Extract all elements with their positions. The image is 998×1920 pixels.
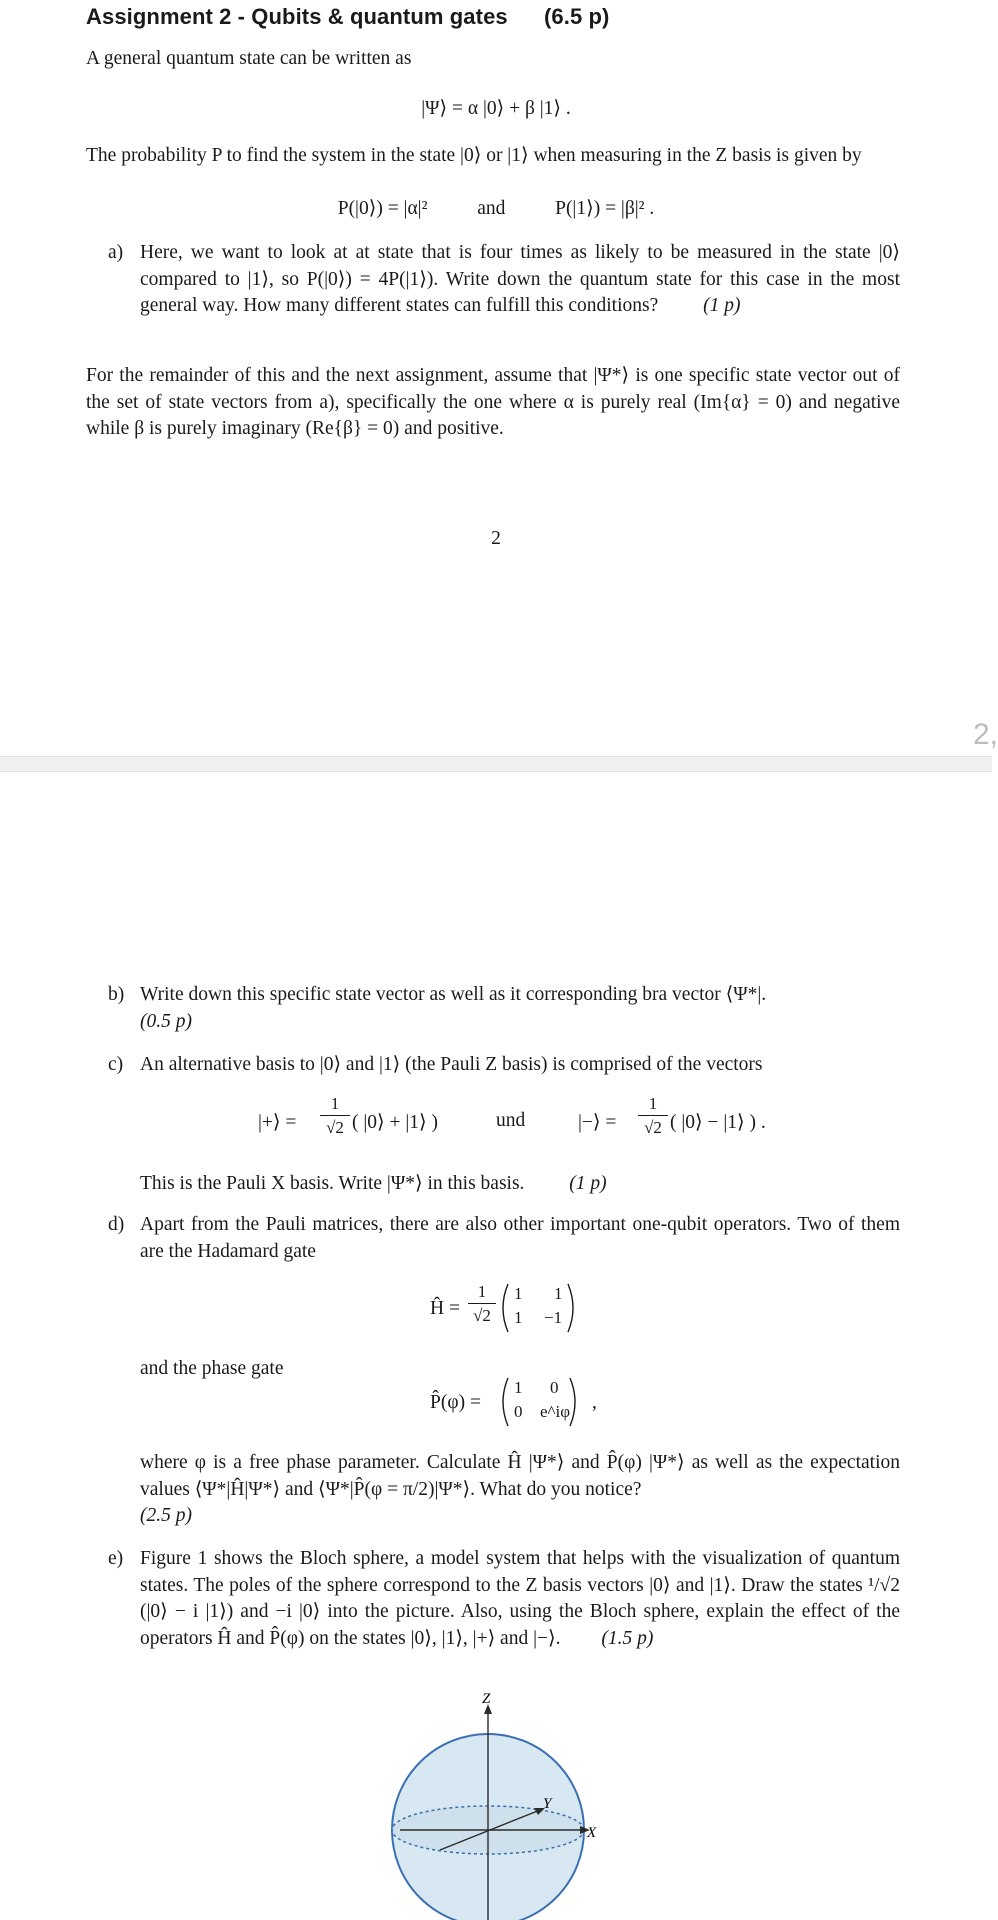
item-c-label: c) [108,1054,124,1075]
prob-left: P(|0⟩) = |α|² [337,198,428,219]
p-m21: 0 [514,1402,523,1421]
item-b-label: b) [108,984,125,1005]
item-d-after [140,1450,900,1530]
remainder-text: For the remainder of this and the next assignment, assume that |Ψ*⟩ is one specific state vector out of the set of state vectors from a), specifically the one where α is purely real (Im{α} = 0) and negative while β is purely imaginary (Re{β} = 0) and positive. [86,365,900,439]
h-m22: −1 [544,1308,563,1327]
item-a-label: a) [108,242,124,263]
p-m22: e^iφ [540,1402,571,1421]
h-frac-bar [468,1303,496,1304]
item-e [108,1546,900,1652]
item-e-points: (1.5 p) [601,1627,654,1649]
hadamard-lhs: Ĥ = [430,1298,460,1319]
item-e-text: Figure 1 shows the Bloch sphere, a model system that helps with the visualization of quantum states. The poles of the sphere correspond to the Z basis vectors |0⟩ and |1⟩. Draw the states ¹/√2 (|0⟩ − i |1⟩) and −i |0⟩ into the picture. Also, using the Bloch sphere, explain the effect of the operators Ĥ and P̂(φ) on the states |0⟩, |1⟩, |+⟩ and |−⟩. [140,1548,900,1649]
plus-frac-num: 1 [330,1094,340,1113]
next-page-number: 2, [972,718,998,751]
minus-lhs: |−⟩ = [578,1112,617,1133]
minus-frac-num: 1 [648,1094,658,1113]
z-label: Z [482,1691,491,1707]
item-c [108,1052,900,1079]
intro-text: A general quantum state can be written as [86,48,412,69]
plus-lhs: |+⟩ = [258,1112,297,1133]
prob-right: P(|1⟩) = |β|² . [555,198,655,219]
item-d-points: (2.5 p) [140,1505,192,1526]
item-e-label: e) [108,1548,124,1569]
phase-lhs: P̂(φ) = [430,1392,481,1413]
item-c-points: (1 p) [569,1173,607,1194]
basis-equations [258,1090,818,1150]
probability-text: The probability P to find the system in the state |0⟩ or |1⟩ when measuring in the Z basis is given by [86,145,862,166]
plus-rhs: ( |0⟩ + |1⟩ ) [352,1112,439,1133]
h-m21: 1 [514,1308,523,1327]
page-1 [0,0,998,756]
phase-intro: and the phase gate [140,1358,284,1379]
hadamard-parens [498,1280,578,1336]
prob-and: and [477,198,506,219]
x-label: X [587,1825,597,1841]
state-equation: |Ψ⟩ = α |0⟩ + β |1⟩ . [421,98,571,119]
page-separator [0,756,992,772]
hadamard-equation [430,1278,630,1342]
h-m12: 1 [554,1284,563,1303]
p-m11: 1 [514,1378,523,1397]
und-text: und [496,1110,526,1131]
page-2 [0,772,992,1920]
phase-tail: , [592,1392,597,1413]
p-m12: 0 [550,1378,559,1397]
item-a [108,240,900,320]
page-number: 2 [491,528,501,549]
probability-equation [0,196,992,220]
y-label: Y [543,1796,552,1812]
h-frac-den: √2 [473,1306,491,1325]
minus-frac-bar [638,1115,668,1116]
phase-equation [430,1372,650,1436]
item-d [108,1212,900,1265]
item-d-after-text: where φ is a free phase parameter. Calculate Ĥ |Ψ*⟩ and P̂(φ) |Ψ*⟩ as well as the expectation values ⟨Ψ*|Ĥ|Ψ*⟩ and ⟨Ψ*|P̂(φ = π/2)|Ψ*⟩. What do you notice? [140,1452,900,1500]
item-b-points: (0.5 p) [140,1010,192,1032]
title-text: Assignment 2 - Qubits & quantum gates [86,4,508,29]
item-b-text: Write down this specific state vector as well as it corresponding bra vector ⟨Ψ*|. [140,984,767,1005]
item-d-text: Apart from the Pauli matrices, there are also other important one-qubit operators. Two of them are the Hadamard gate [140,1214,900,1262]
h-m11: 1 [514,1284,523,1303]
minus-rhs: ( |0⟩ − |1⟩ ) . [670,1112,766,1133]
minus-frac-den: √2 [644,1118,662,1137]
item-c-after-text: This is the Pauli X basis. Write |Ψ*⟩ in this basis. [140,1173,525,1194]
title-points: (6.5 p) [543,4,610,29]
item-d-label: d) [108,1214,125,1235]
item-a-points: (1 p) [703,295,741,316]
item-c-text: An alternative basis to |0⟩ and |1⟩ (the Pauli Z basis) is comprised of the vectors [140,1054,763,1075]
item-c-after [140,1171,900,1198]
plus-frac-den: √2 [326,1118,344,1137]
h-frac-num: 1 [477,1282,487,1301]
assignment-title [86,4,609,30]
item-a-text: Here, we want to look at at state that is four times as likely to be measured in the state |0⟩ compared to |1⟩, so P(|0⟩) = 4P(|1⟩). Write down the quantum state for this case in the most general way. How many different states can fulfill this conditions? [140,242,900,316]
bloch-sphere [380,1691,600,1920]
item-b [108,982,900,1035]
plus-frac-bar [320,1115,350,1116]
